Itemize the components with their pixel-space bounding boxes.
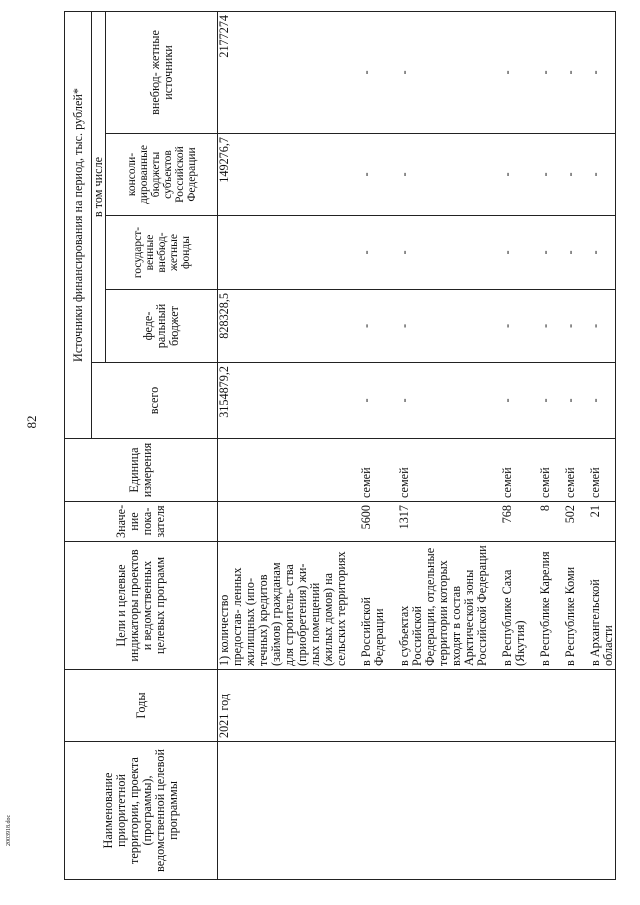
- cell-extra: -: [527, 11, 552, 133]
- cell-goal: в Российской Федерации: [348, 542, 386, 670]
- footer-filename: 2003918.doc: [6, 814, 12, 846]
- table-row: [218, 11, 349, 879]
- cell-name: [552, 742, 577, 880]
- table-row: [577, 11, 616, 879]
- cell-federal: -: [386, 290, 489, 363]
- cell-federal: -: [489, 290, 527, 363]
- page-number: 82: [24, 415, 39, 429]
- cell-goal: в Республике Коми: [552, 542, 577, 670]
- cell-value: 8: [527, 502, 552, 542]
- header-including: в том числе: [92, 11, 106, 362]
- table-row: [489, 11, 527, 879]
- cell-name: [348, 742, 386, 880]
- cell-federal: -: [527, 290, 552, 363]
- cell-federal: -: [348, 290, 386, 363]
- cell-regional: 149276,7: [218, 134, 349, 216]
- header-state-funds: государст- венные внебюд- жетные фонды: [106, 216, 218, 290]
- cell-year: [577, 670, 616, 742]
- cell-year: [386, 670, 489, 742]
- cell-unit: семей: [577, 439, 616, 502]
- cell-name: [489, 742, 527, 880]
- cell-extra: -: [552, 11, 577, 133]
- cell-extra: -: [489, 11, 527, 133]
- cell-unit: семей: [348, 439, 386, 502]
- header-unit: Единица измерения: [65, 439, 218, 502]
- cell-total: -: [527, 363, 552, 439]
- cell-state-funds: -: [489, 216, 527, 290]
- cell-year: [489, 670, 527, 742]
- cell-value: 502: [552, 502, 577, 542]
- header-funding-sources: Источники финансирования на период, тыс. рублей*: [65, 11, 92, 438]
- cell-year: [527, 670, 552, 742]
- cell-goal: 1) количество предостав- ленных жилищных (ипо- течных) кредитов (займов) гражданам для строитель- ства (приобретения) жи- лых помещений (жилых домов) на сельских территориях: [218, 542, 349, 670]
- header-total: всего: [92, 363, 218, 439]
- table-row: [552, 11, 577, 879]
- cell-regional: -: [489, 134, 527, 216]
- cell-year: [348, 670, 386, 742]
- cell-name: [577, 742, 616, 880]
- cell-name: [527, 742, 552, 880]
- cell-state-funds: -: [577, 216, 616, 290]
- cell-federal: 828328,5: [218, 290, 349, 363]
- cell-total: -: [348, 363, 386, 439]
- cell-regional: -: [527, 134, 552, 216]
- cell-extra: -: [577, 11, 616, 133]
- cell-state-funds: -: [348, 216, 386, 290]
- cell-extra: -: [348, 11, 386, 133]
- cell-value: [218, 502, 349, 542]
- cell-total: -: [577, 363, 616, 439]
- cell-total: -: [552, 363, 577, 439]
- cell-unit: семей: [489, 439, 527, 502]
- header-value: Значе- ние пока- зателя: [65, 502, 218, 542]
- cell-year: [552, 670, 577, 742]
- cell-name: [386, 742, 489, 880]
- table-row: [348, 11, 386, 879]
- cell-unit: семей: [527, 439, 552, 502]
- cell-unit: [218, 439, 349, 502]
- table-body: [218, 11, 616, 879]
- header-federal: феде- ральный бюджет: [106, 290, 218, 363]
- table-row: [386, 11, 489, 879]
- funding-table: [64, 11, 616, 880]
- cell-unit: семей: [552, 439, 577, 502]
- cell-value: 1317: [386, 502, 489, 542]
- cell-goal: в Архангельской области: [577, 542, 616, 670]
- cell-regional: -: [348, 134, 386, 216]
- cell-unit: семей: [386, 439, 489, 502]
- cell-state-funds: -: [527, 216, 552, 290]
- cell-value: 768: [489, 502, 527, 542]
- cell-regional: -: [552, 134, 577, 216]
- cell-state-funds: [218, 216, 349, 290]
- cell-state-funds: -: [386, 216, 489, 290]
- cell-total: -: [386, 363, 489, 439]
- cell-goal: в субъектах Российской Федерации, отдельные территории которых входят в состав Арктической зоны Российской Федерации: [386, 542, 489, 670]
- cell-federal: -: [552, 290, 577, 363]
- cell-total: -: [489, 363, 527, 439]
- cell-federal: -: [577, 290, 616, 363]
- header-goals: Цели и целевые индикаторы проектов и ведомственных целевых программ: [65, 542, 218, 670]
- header-years: Годы: [65, 670, 218, 742]
- cell-extra: 2177274: [218, 11, 349, 133]
- header-extra: внебюд- жетные источники: [106, 11, 218, 133]
- cell-state-funds: -: [552, 216, 577, 290]
- rotated-table-area: [64, 12, 640, 880]
- cell-name: [218, 742, 349, 880]
- cell-extra: -: [386, 11, 489, 133]
- cell-goal: в Республике Карелия: [527, 542, 552, 670]
- cell-total: 3154879,2: [218, 363, 349, 439]
- cell-value: 5600: [348, 502, 386, 542]
- cell-regional: -: [386, 134, 489, 216]
- cell-value: 21: [577, 502, 616, 542]
- cell-regional: -: [577, 134, 616, 216]
- header-name: Наименование приоритетной территории, проекта (программы), ведомственной целевой программы: [65, 742, 218, 880]
- header-regional: консоли- дированные бюджеты субъектов Российской Федерации: [106, 134, 218, 216]
- cell-goal: в Республике Саха (Якутия): [489, 542, 527, 670]
- cell-year: 2021 год: [218, 670, 349, 742]
- table-row: [527, 11, 552, 879]
